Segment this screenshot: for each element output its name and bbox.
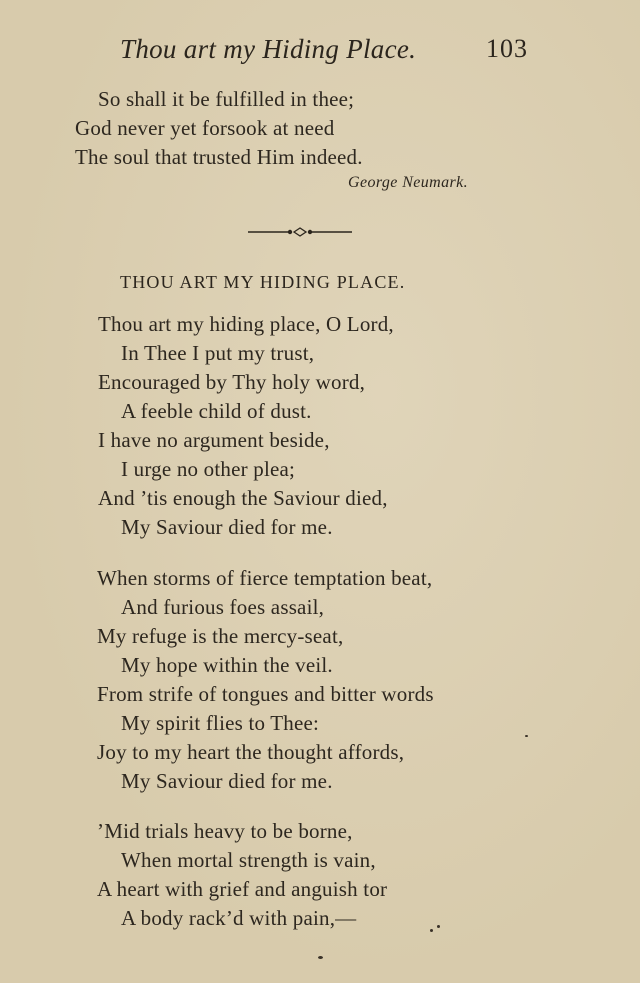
running-title: Thou art my Hiding Place. (120, 34, 417, 64)
paper-speck (430, 929, 433, 932)
page-number: 103 (486, 34, 528, 63)
poem-line: My spirit flies to Thee: (121, 711, 320, 735)
paper-speck (437, 925, 440, 928)
poem-line: From strife of tongues and bitter words (97, 682, 434, 706)
poem-line: And furious foes assail, (121, 595, 325, 619)
poem-line: A feeble child of dust. (121, 399, 312, 423)
poem-line: A heart with grief and anguish tor (97, 877, 388, 901)
decorative-divider-icon (248, 226, 352, 238)
poem-line: When storms of fierce temptation beat, (97, 566, 433, 590)
poem-line: When mortal strength is vain, (121, 848, 376, 872)
poem-line: God never yet forsook at need (75, 116, 335, 140)
paper-speck (318, 956, 323, 959)
poem-line: I urge no other plea; (121, 457, 296, 481)
poem-line: My Saviour died for me. (121, 769, 333, 793)
poem-line: So shall it be fulfilled in thee; (98, 87, 355, 111)
poem-line: The soul that trusted Him indeed. (75, 145, 363, 169)
poem-line: And ’tis enough the Saviour died, (98, 486, 388, 510)
page-header (120, 34, 540, 74)
poem-attribution: George Neumark. (348, 174, 469, 191)
poem-line: I have no argument beside, (98, 428, 330, 452)
poem-line: ’Mid trials heavy to be borne, (97, 819, 353, 843)
paper-speck (525, 735, 528, 737)
poem-line: In Thee I put my trust, (121, 341, 315, 365)
poem-line: My refuge is the mercy-seat, (97, 624, 344, 648)
poem-line: My hope within the veil. (121, 653, 333, 677)
poem-title: THOU ART MY HIDING PLACE. (120, 272, 406, 292)
poem-line: Encouraged by Thy holy word, (98, 370, 366, 394)
poem-line: Thou art my hiding place, O Lord, (98, 312, 394, 336)
poem-line: A body rack’d with pain,— (121, 906, 357, 930)
poem-line: My Saviour died for me. (121, 515, 333, 539)
poem-line: Joy to my heart the thought affords, (97, 740, 405, 764)
